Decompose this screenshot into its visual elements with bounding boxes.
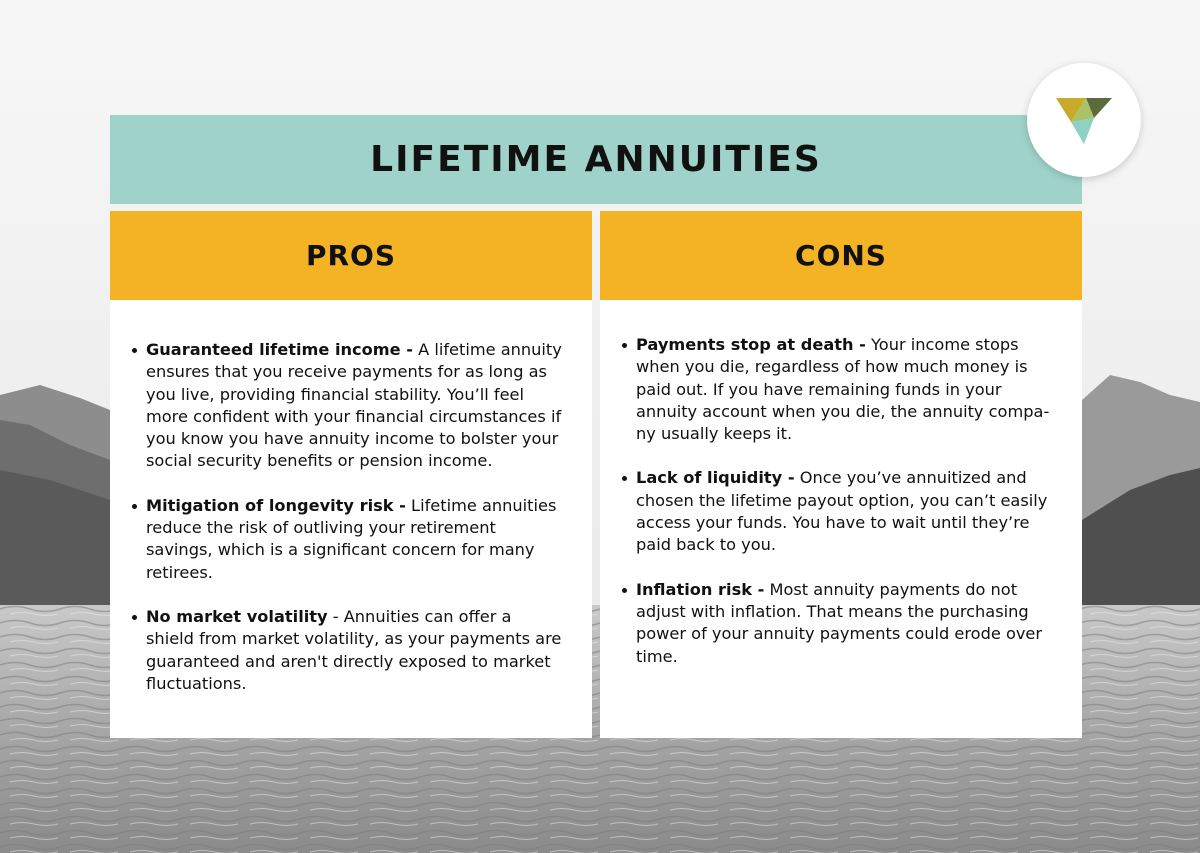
cons-panel: [600, 300, 1082, 738]
title-banner: [110, 115, 1082, 204]
cons-heading: CONS: [795, 239, 887, 272]
triangle-logo-icon: [1054, 94, 1114, 146]
pros-header: [110, 211, 592, 300]
item-text: Your income stops when you die, regardless of how much money is paid out. If you have remaining funds in your annuity account when you die, the annuity company usually keeps it.: [636, 335, 1050, 444]
item-term: Mitigation of longevity risk -: [146, 495, 406, 515]
item-term: Lack of liquidity -: [636, 468, 795, 488]
item-term: Guaranteed lifetime income -: [146, 340, 413, 359]
item-term: Payments stop at death -: [636, 335, 866, 354]
item-text: Most annuity payments do not adjust with inflation. That means the purchasing power of your annuity payments could erode over time.: [636, 579, 1043, 666]
cons-list: [620, 334, 1056, 668]
pros-list: [130, 339, 564, 695]
list-item: [130, 339, 564, 473]
list-item: [130, 606, 564, 695]
brand-logo: [1027, 63, 1141, 177]
item-text: Lifetime annuities reduce the risk of outliving your retirement savings, which is a significant concern for many retirees.: [146, 495, 557, 582]
list-item: [620, 579, 1056, 668]
item-text: A lifetime annuity ensures that you receive payments for as long as you live, providing financial stability. You’ll feel more confident with your financial circumstances if you know you have annuity income to bolster your social security benefits or pension income.: [146, 340, 562, 471]
pros-panel: [110, 300, 592, 738]
item-term: Inflation risk -: [636, 579, 765, 599]
cons-header: [600, 211, 1082, 300]
pros-heading: PROS: [305, 239, 397, 272]
item-term: No market volatility: [146, 606, 328, 626]
page-title: LIFETIME ANNUITIES: [370, 139, 822, 180]
item-text: - Annuities can offer a shield from market volatility, as your payments are guaranteed and aren't directly exposed to market fluctuations.: [146, 606, 562, 693]
list-item: [130, 495, 564, 584]
list-item: [620, 334, 1056, 445]
item-text: Once you’ve annuitized and chosen the lifetime payout option, you can’t easily access your funds. You have to wait until they’re paid back to you.: [636, 468, 1048, 555]
list-item: [620, 467, 1056, 556]
